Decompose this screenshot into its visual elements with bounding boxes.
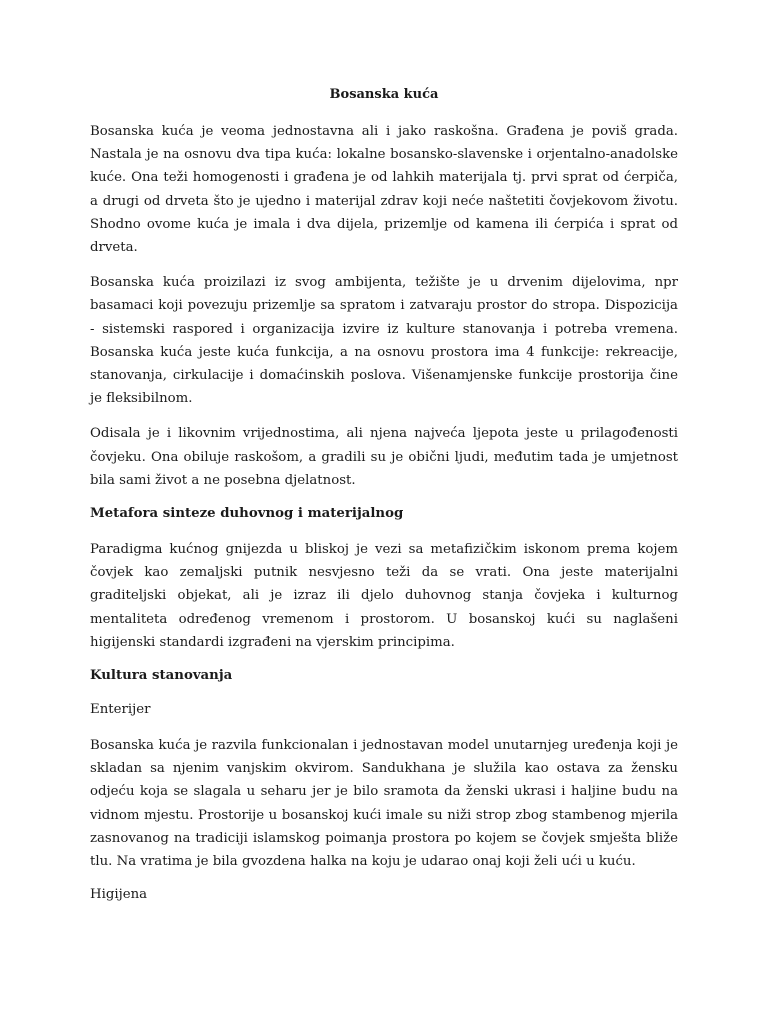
document-body xyxy=(90,86,678,919)
paragraph-intro: Bosanska kuća je veoma jednostavna ali i jako raskošna. Građena je poviš grada. Nastala je na osnovu dva tipa kuća: lokalne bosansko-slavenske i orjentalno-anadolske kuće. Ona teži homogenosti i građena je od lahkih materijala tj. prvi sprat od ćerpiča, a drugi od drveta što je ujedno i materijal zdrav koji neće naštetiti čovjekovom životu. Shodno ovome kuća je imala i dva dijela, prizemlje od kamena ili ćerpića i sprat od drveta. xyxy=(90,124,678,256)
paragraph-paradigma: Paradigma kućnog gnijezda u bliskoj je vezi sa metafizičkim iskonom prema kojem čovjek kao zemaljski putnik nesvjesno teži da se vrati. Ona jeste materijalni graditeljski objekat, ali je izraz ili djelo duhovnog stanja čovjeka i kulturnog mentaliteta određenog vremenom i prostorom. U bosanskoj kući su naglašeni higijenski standardi izgrađeni na vjerskim principima. xyxy=(90,542,678,650)
subheading-enterijer: Enterijer xyxy=(90,702,151,718)
paragraph-ambient: Bosanska kuća proizilazi iz svog ambijenta, težište je u drvenim dijelovima, npr basamaci koji povezuju prizemlje sa spratom i zatvaraju prostor do stropa. Dispozicija - sistemski raspored i organizacija izvire iz kulture stanovanja i potreba vremena. Bosanska kuća jeste kuća funkcija, a na osnovu prostora ima 4 funkcije: rekreacije, stanovanja, cirkulacije i domaćinskih poslova. Višenamjenske funkcije prostorija čine je fleksibilnom. xyxy=(90,275,678,407)
document-title: Bosanska kuća xyxy=(329,87,439,102)
paragraph-enterijer: Bosanska kuća je razvila funkcionalan i jednostavan model unutarnjeg uređenja koji je skladan sa njenim vanjskim okvirom. Sandukhana je služila kao ostava za žensku odjeću koja se slagala u seharu jer je bilo sramota da ženski ukrasi i haljine budu na vidnom mjestu. Prostorije u bosanskoj kući imale su niži strop zbog stambenog mjerila zasnovanog na tradiciji islamskog poimanja prostora po kojem se čovjek smješta bliže tlu. Na vratima je bila gvozdena halka na koju je udarao onaj koji želi ući u kuću. xyxy=(90,738,678,870)
section-heading-metafora: Metafora sinteze duhovnog i materijalnog xyxy=(90,506,404,522)
subheading-higijena: Higijena xyxy=(90,887,148,903)
paragraph-aesthetics: Odisala je i likovnim vrijednostima, ali njena najveća ljepota jeste u prilagođenosti čovjeku. Ona obiluje raskošom, a gradili su je obični ljudi, međutim tada je umjetnost bila sami život a ne posebna djelatnost. xyxy=(90,426,678,488)
section-heading-kultura: Kultura stanovanja xyxy=(90,668,233,684)
